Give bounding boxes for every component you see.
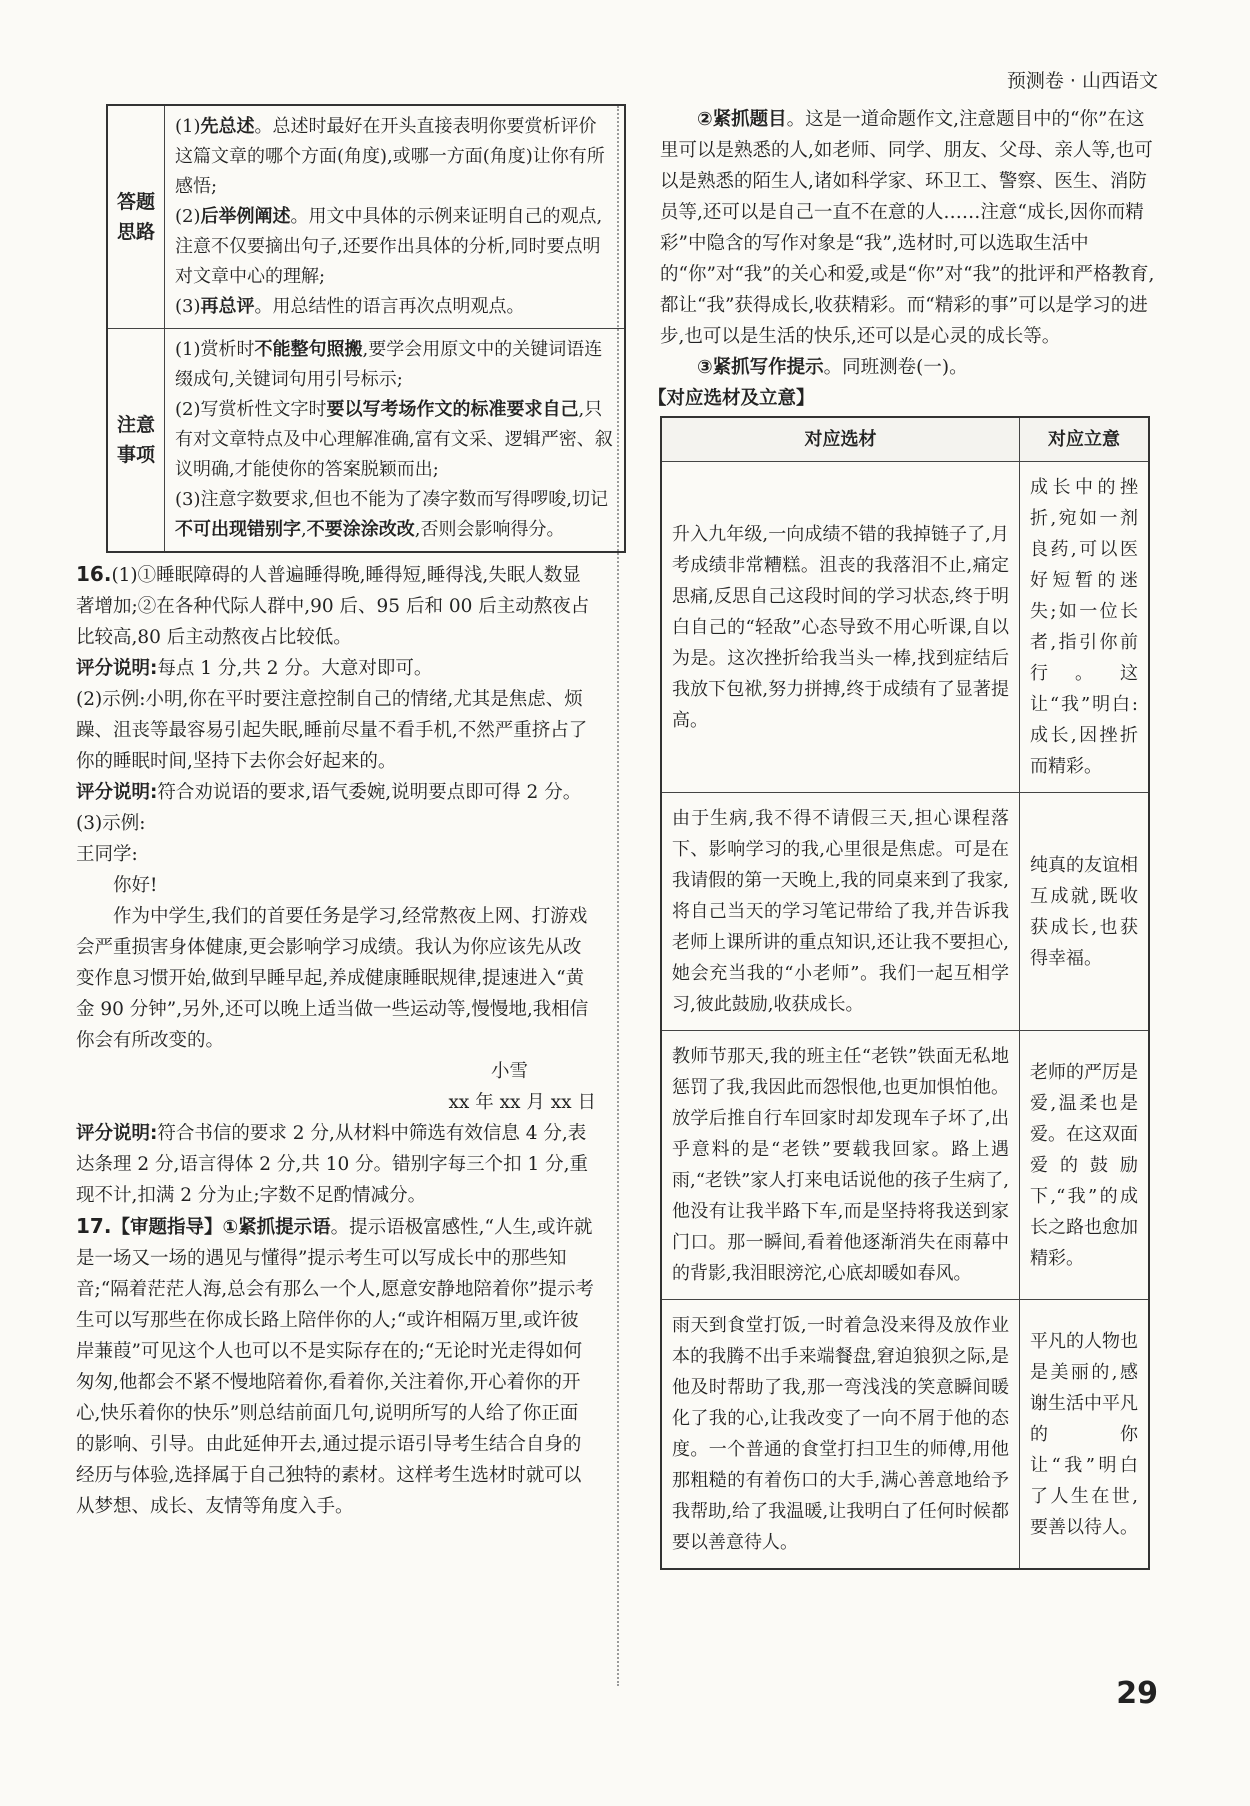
col-material-header: 对应选材 [661, 417, 1020, 462]
letter-signature: 小雪 [490, 1061, 528, 1082]
q16-part3: (3)示例: [76, 813, 146, 834]
idea-cell: 纯真的友谊相互成就,既收获成长,也获得幸福。 [1020, 793, 1150, 1031]
tips-content [165, 105, 626, 329]
tips-item: (2)写赏析性文字时要以写考场作文的标准要求自己,只有对文章特点及中心理解准确,富有文采、逻辑严密、叙议明确,才能使你的答案脱颖而出; [175, 399, 613, 480]
q16-scoring3: 评分说明:符合书信的要求 2 分,从材料中筛选有效信息 4 分,表达条理 2 分,语言得体 2 分,共 10 分。错别字每三个扣 1 分,重现不计,扣满 2 分为止;字数不足酌情减分。 [76, 1123, 589, 1206]
selection-header [661, 417, 1149, 462]
letter-date: xx 年 xx 月 xx 日 [448, 1092, 596, 1113]
idea-cell: 成长中的挫折,宛如一剂良药,可以医好短暂的迷失;如一位长者,指引你前行。这让“我”明白:成长,因挫折而精彩。 [1020, 462, 1150, 793]
idea-cell: 老师的严厉是爱,温柔也是爱。在这双面爱的鼓励下,“我”的成长之路也愈加精彩。 [1020, 1031, 1150, 1300]
tips-row-approach [107, 105, 625, 329]
selection-table [660, 416, 1150, 1570]
letter-body: 作为中学生,我们的首要任务是学习,经常熬夜上网、打游戏会严重损害身体健康,更会影响学习成绩。我认为你应该先从改变作息习惯开始,做到早睡早起,养成健康睡眠规律,提速进入“黄金 90 分钟”,另外,还可以晚上适当做一些运动等,慢慢地,我相信你会有所改变的。 [76, 906, 589, 1051]
selection-title: 【对应选材及立意】 [648, 388, 815, 409]
table-row [661, 1031, 1149, 1300]
material-cell: 教师节那天,我的班主任“老铁”铁面无私地惩罚了我,我因此而怨恨他,也更加惧怕他。放学后推自行车回家时却发现车子坏了,出乎意料的是“老铁”要载我回家。路上遇雨,“老铁”家人打来电话说他的孩子生病了,他没有让我半路下车,而是坚持将我送到家门口。那一瞬间,看着他逐渐消失在雨幕中的背影,我泪眼滂沱,心底却暖如春风。 [661, 1031, 1020, 1300]
tips-row-notes [107, 329, 625, 553]
tips-item: (3)再总评。用总结性的语言再次点明观点。 [175, 296, 525, 317]
tips-item: (2)后举例阐述。用文中具体的示例来证明自己的观点,注意不仅要摘出句子,还要作出具体的分析,同时要点明对文章中心的理解; [175, 206, 603, 287]
tips-item: (1)先总述。总述时最好在开头直接表明你要赏析评价这篇文章的哪个方面(角度),或哪一方面(角度)让你有所感悟; [175, 116, 605, 197]
question-17 [76, 1211, 596, 1517]
tips-label: 答题 思路 [107, 105, 165, 329]
material-cell: 升入九年级,一向成绩不错的我掉链子了,月考成绩非常糟糕。沮丧的我落泪不止,痛定思痛,反思自己这段时间的学习状态,终于明白自己的“轻敌”心态导致不用心听课,自以为是。这次挫折给我当头一棒,找到症结后我放下包袱,努力拼搏,终于成绩有了显著提高。 [661, 462, 1020, 793]
right-column [648, 104, 1156, 1570]
material-cell: 由于生病,我不得不请假三天,担心课程落下、影响学习的我,心里很是焦虑。可是在我请假的第一天晚上,我的同桌来到了我家,将自己当天的学习笔记带给了我,并告诉我老师上课所讲的重点知识,还让我不要担心,她会充当我的“小老师”。我们一起互相学习,彼此鼓励,收获成长。 [661, 793, 1020, 1031]
q16-scoring1: 评分说明:每点 1 分,共 2 分。大意对即可。 [76, 658, 433, 679]
q16-part2: (2)示例:小明,你在平时要注意控制自己的情绪,尤其是焦虑、烦躁、沮丧等最容易引起失眠,睡前尽量不看手机,不然严重挤占了你的睡眠时间,坚持下去你会好起来的。 [76, 689, 588, 772]
table-row [661, 1300, 1149, 1570]
idea-cell: 平凡的人物也是美丽的,感谢生活中平凡的你让“我”明白了人生在世,要善以待人。 [1020, 1300, 1150, 1570]
q16-scoring2: 评分说明:符合劝说语的要求,语气委婉,说明要点即可得 2 分。 [76, 782, 582, 803]
q16-part1: 16.(1)①睡眠障碍的人普遍睡得晚,睡得短,睡得浅,失眠人数显著增加;②在各种代际人群中,90 后、95 后和 00 后主动熬夜占比较高,80 后主动熬夜占比较低。 [76, 562, 590, 648]
letter-greeting: 王同学: [76, 844, 138, 865]
table-row [661, 462, 1149, 793]
tips-content [165, 329, 626, 553]
page-number: 29 [1116, 1676, 1158, 1711]
table-row [661, 793, 1149, 1031]
tips-label: 注意 事项 [107, 329, 165, 553]
q17-step1: 17.【审题指导】①紧抓提示语。提示语极富感性,“人生,或许就是一场又一场的遇见与懂得”提示考生可以写成长中的那些知音;“隔着茫茫人海,总会有那么一个人,愿意安静地陪着你”提示考生可以写那些在你成长路上陪伴你的人;“或许相隔万里,或许彼岸蒹葭”可见这个人也可以不是实际存在的;“无论时光走得如何匆匆,他都会不紧不慢地陪着你,看着你,关注着你,开心着你的开心,快乐着你的快乐”则总结前面几句,说明所写的人给了你正面的影响、引导。由此延伸开去,通过提示语引导考生结合自身的经历与体验,选择属于自己独特的素材。这样考生选材时就可以从梦想、成长、友情等角度入手。 [76, 1214, 594, 1517]
q17-step3: ③紧抓写作提示。同班测卷(一)。 [697, 357, 968, 378]
tips-item: (3)注意字数要求,但也不能为了凑字数而写得啰唆,切记不可出现错别字,不要涂涂改改,否则会影响得分。 [175, 489, 608, 540]
letter-hello: 你好! [113, 875, 158, 896]
q17-step2: ②紧抓题目。这是一道命题作文,注意题目中的“你”在这里可以是熟悉的人,如老师、同学、朋友、父母、亲人等,也可以是熟悉的陌生人,诸如科学家、环卫工、警察、医生、消防员等,还可以是自己一直不在意的人……注意“成长,因你而精彩”中隐含的写作对象是“我”,选材时,可以选取生活中的“你”对“我”的关心和爱,或是“你”对“我”的批评和严格教育,都让“我”获得成长,收获精彩。而“精彩的事”可以是学习的进步,也可以是生活的快乐,还可以是心灵的成长等。 [660, 109, 1155, 347]
question-16 [76, 559, 596, 1211]
answer-tips-table [106, 104, 626, 553]
page-header: 预测卷 · 山西语文 [1006, 70, 1158, 92]
left-column [76, 104, 613, 1517]
material-cell: 雨天到食堂打饭,一时着急没来得及放作业本的我腾不出手来端餐盘,窘迫狼狈之际,是他及时帮助了我,那一弯浅浅的笑意瞬间暖化了我的心,让我改变了一向不屑于他的态度。一个普通的食堂打扫卫生的师傅,用他那粗糙的有着伤口的大手,满心善意地给予我帮助,给了我温暖,让我明白了任何时候都要以善意待人。 [661, 1300, 1020, 1570]
col-idea-header: 对应立意 [1020, 417, 1150, 462]
tips-item: (1)赏析时不能整句照搬,要学会用原文中的关键词语连缀成句,关键词句用引号标示; [175, 339, 603, 390]
